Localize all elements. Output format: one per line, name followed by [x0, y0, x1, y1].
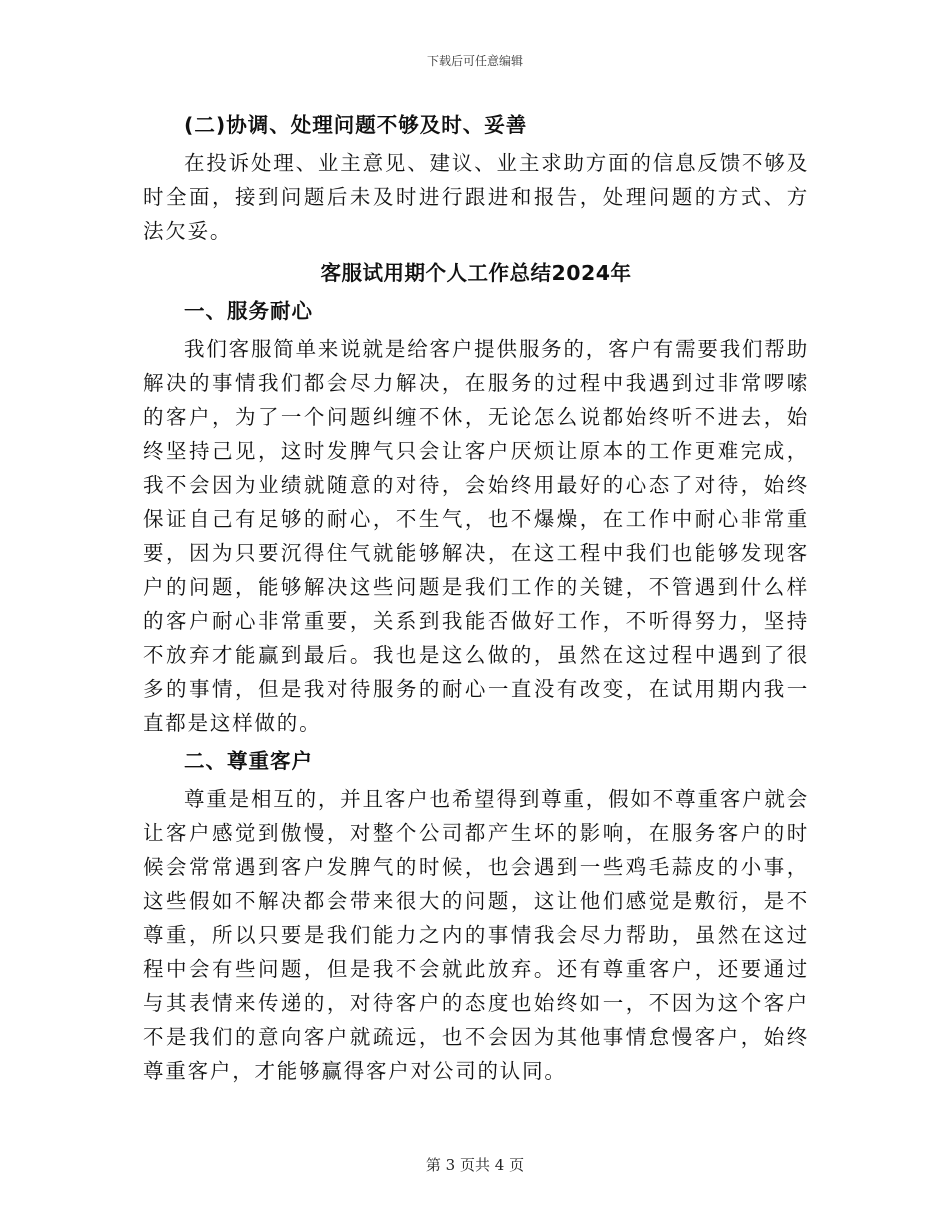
document-body	[143, 108, 809, 1088]
section-heading-patience: 一、服务耐心	[184, 299, 313, 323]
paragraph-coordination: 在投诉处理、业主意见、建议、业主求助方面的信息反馈不够及时全面，接到问题后未及时进行跟进和报告，处理问题的方式、方法欠妥。	[143, 151, 809, 243]
paragraph-respect: 尊重是相互的，并且客户也希望得到尊重，假如不尊重客户就会让客户感觉到傲慢，对整个公司都产生坏的影响，在服务客户的时候会常常遇到客户发脾气的时候，也会遇到一些鸡毛蒜皮的小事，这些假如不解决都会带来很大的问题，这让他们感觉是敷衍，是不尊重，所以只要是我们能力之内的事情我会尽力帮助，虽然在这过程中会有些问题，但是我不会就此放弃。还有尊重客户，还要通过与其表情来传递的，对待客户的态度也始终如一，不因为这个客户不是我们的意向客户就疏远，也不会因为其他事情怠慢客户，始终尊重客户，才能够赢得客户对公司的认同。	[143, 787, 809, 1083]
header-note: 下载后可任意编辑	[426, 54, 523, 68]
section-heading-coordination: (二)协调、处理问题不够及时、妥善	[184, 113, 528, 137]
section-heading-respect: 二、尊重客户	[184, 749, 313, 773]
page-footer: 第 3 页共 4 页	[425, 1156, 525, 1174]
paragraph-patience: 我们客服简单来说就是给客户提供服务的，客户有需要我们帮助解决的事情我们都会尽力解决，在服务的过程中我遇到过非常啰嗦的客户，为了一个问题纠缠不休，无论怎么说都始终听不进去，始终坚持己见，这时发脾气只会让客户厌烦让原本的工作更难完成，我不会因为业绩就随意的对待，会始终用最好的心态了对待，始终保证自己有足够的耐心，不生气，也不爆燥，在工作中耐心非常重要，因为只要沉得住气就能够解决，在这工程中我们也能够发现客户的问题，能够解决这些问题是我们工作的关键，不管遇到什么样的客户耐心非常重要，关系到我能否做好工作，不听得努力，坚持不放弃才能赢到最后。我也是这么做的，虽然在这过程中遇到了很多的事情，但是我对待服务的耐心一直没有改变，在试用期内我一直都是这样做的。	[143, 337, 809, 735]
document-title: 客服试用期个人工作总结2024年	[320, 261, 632, 285]
